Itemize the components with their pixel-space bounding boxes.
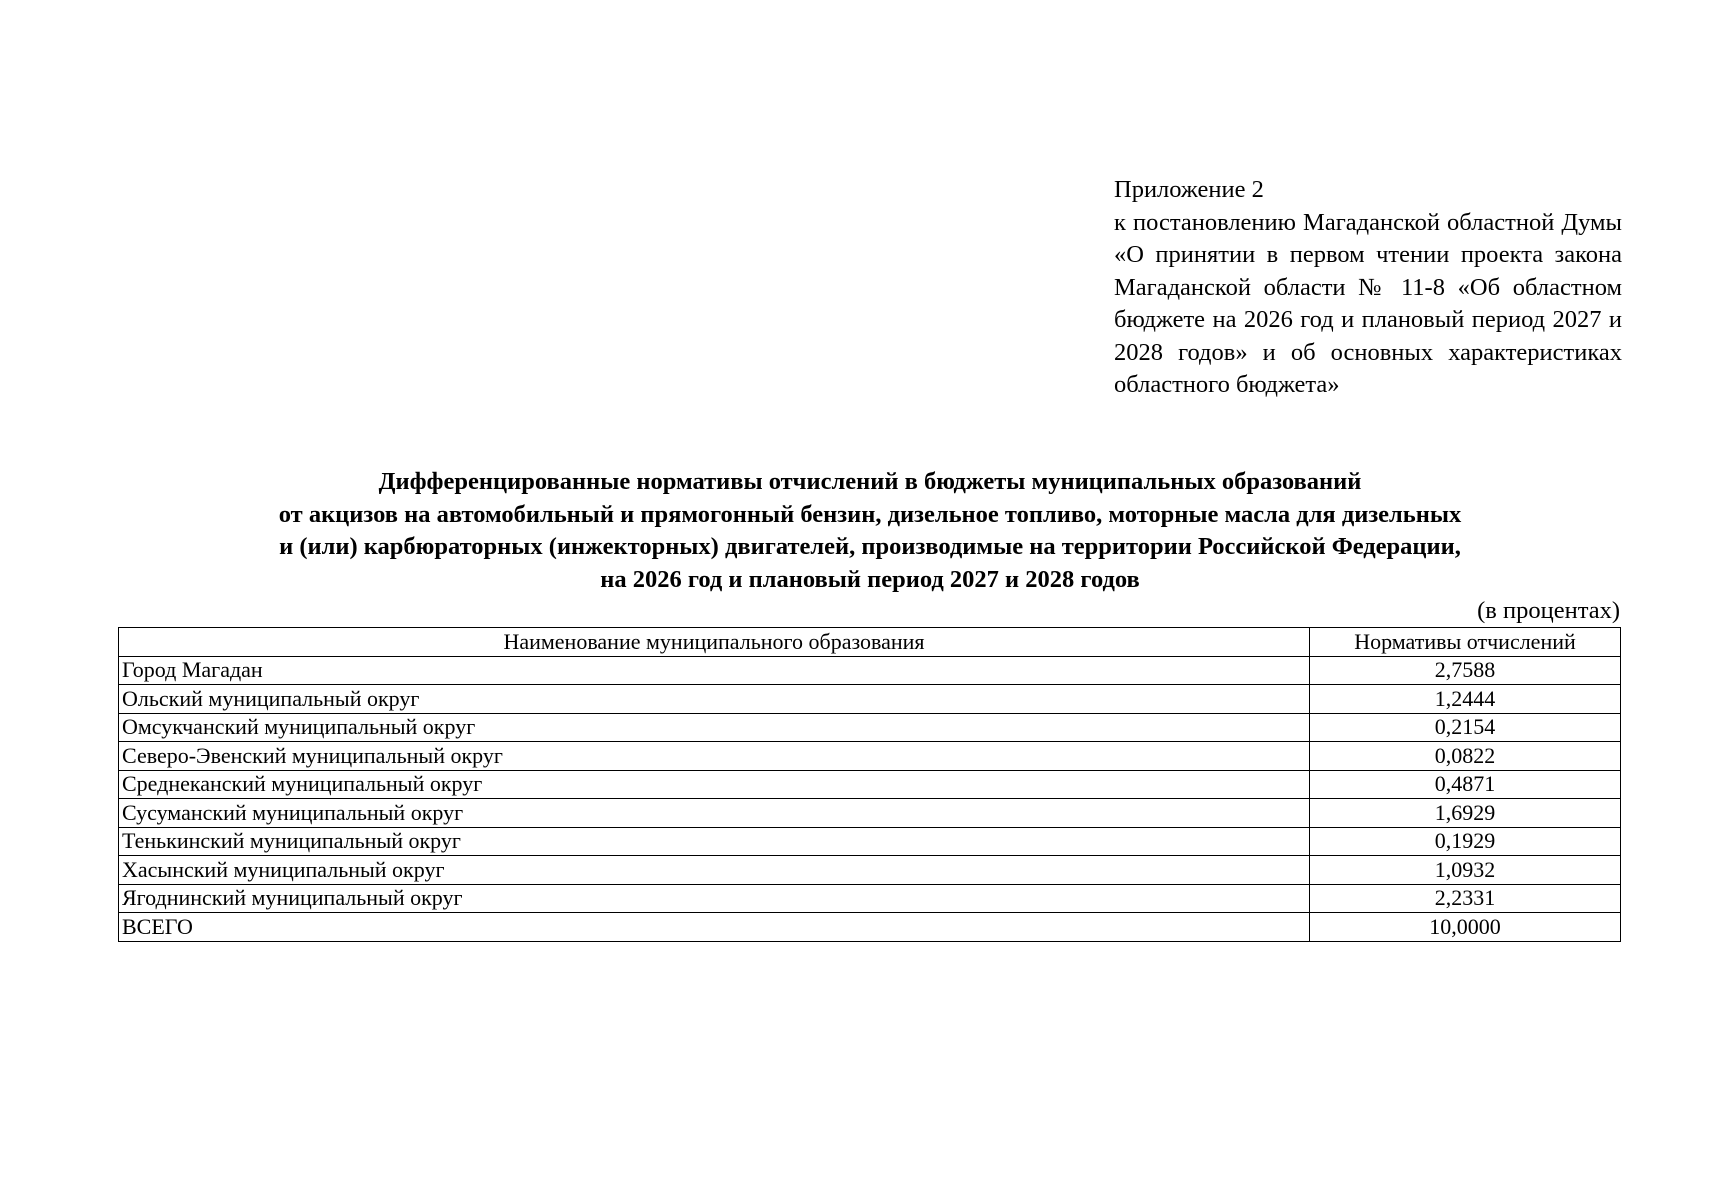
table-row xyxy=(119,770,1621,799)
heading-line-2: от акцизов на автомобильный и прямогонный бензин, дизельное топливо, моторные масла для дизельных xyxy=(278,500,1462,528)
heading-line-4: на 2026 год и плановый период 2027 и 2028 годов xyxy=(600,565,1140,593)
table-row xyxy=(119,685,1621,714)
municipality-name: Ольский муниципальный округ xyxy=(119,685,1310,714)
table-row xyxy=(119,742,1621,771)
municipality-name: Город Магадан xyxy=(119,656,1310,685)
appendix-text: к постановлению Магаданской областной Думы «О принятии в первом чтении проекта закона Магаданской области № 11-8 «Об областном бюджете на 2026 год и плановый период 2027 и 2028 годов» и об основных характеристиках областного бюджета» xyxy=(1114,208,1622,398)
municipality-name: Ягоднинский муниципальный округ xyxy=(119,884,1310,913)
municipality-name: Северо-Эвенский муниципальный округ xyxy=(119,742,1310,771)
municipality-name: Среднеканский муниципальный округ xyxy=(119,770,1310,799)
municipality-name: Омсукчанский муниципальный округ xyxy=(119,713,1310,742)
norm-value: 0,1929 xyxy=(1310,827,1621,856)
table-header-row xyxy=(119,628,1621,657)
norm-value: 1,6929 xyxy=(1310,799,1621,828)
table-row xyxy=(119,827,1621,856)
heading-line-3: и (или) карбюраторных (инжекторных) двигателей, производимые на территории Российской Федерации, xyxy=(279,533,1461,560)
heading-line-1: Дифференцированные нормативы отчислений в бюджеты муниципальных образований xyxy=(378,468,1362,495)
units-note: (в процентах) xyxy=(1477,597,1620,624)
table-row xyxy=(119,799,1621,828)
table-row xyxy=(119,656,1621,685)
norm-value: 2,2331 xyxy=(1310,884,1621,913)
municipality-name: Тенькинский муниципальный округ xyxy=(119,827,1310,856)
norm-value: 0,4871 xyxy=(1310,770,1621,799)
table-total-row xyxy=(119,913,1621,942)
total-value: 10,0000 xyxy=(1310,913,1621,942)
norm-value: 1,0932 xyxy=(1310,856,1621,885)
appendix-title: Приложение 2 xyxy=(1114,176,1264,203)
municipality-name: Сусуманский муниципальный округ xyxy=(119,799,1310,828)
table-row xyxy=(119,856,1621,885)
column-header-norms: Нормативы отчислений xyxy=(1310,628,1621,657)
norm-value: 1,2444 xyxy=(1310,685,1621,714)
norm-value: 0,0822 xyxy=(1310,742,1621,771)
norm-value: 0,2154 xyxy=(1310,713,1621,742)
document-heading xyxy=(120,466,1620,596)
municipality-name: Хасынский муниципальный округ xyxy=(119,856,1310,885)
appendix-block xyxy=(1114,174,1622,402)
table-row xyxy=(119,713,1621,742)
table-row xyxy=(119,884,1621,913)
total-label: ВСЕГО xyxy=(119,913,1310,942)
norm-value: 2,7588 xyxy=(1310,656,1621,685)
column-header-name: Наименование муниципального образования xyxy=(119,628,1310,657)
norms-table xyxy=(118,627,1621,942)
